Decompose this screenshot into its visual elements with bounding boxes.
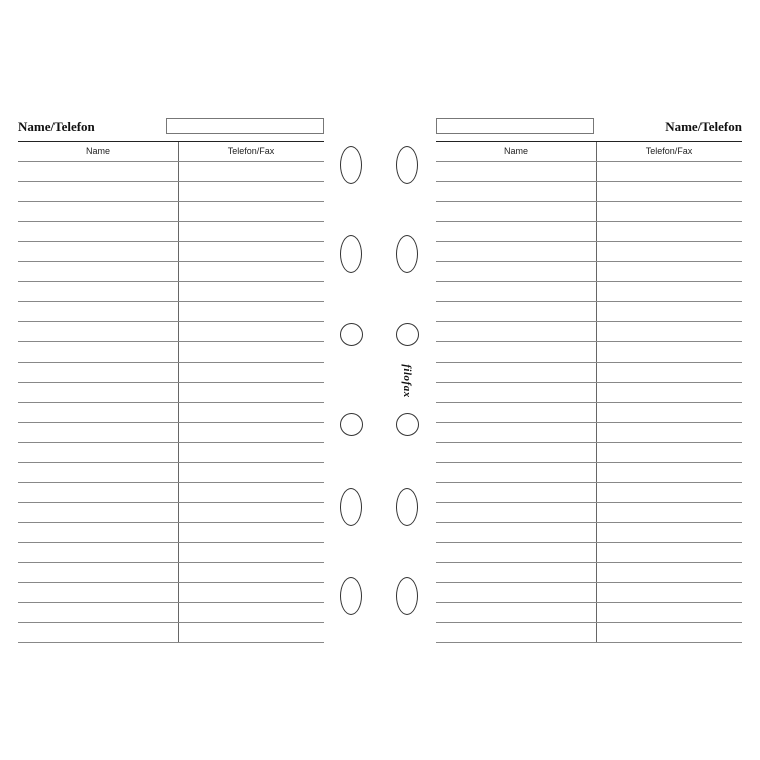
row-line xyxy=(18,301,324,302)
row-line xyxy=(18,522,324,523)
row-line xyxy=(436,542,742,543)
binder-hole xyxy=(340,235,362,273)
row-line xyxy=(18,582,324,583)
row-line xyxy=(436,281,742,282)
row-line xyxy=(18,362,324,363)
binder-hole xyxy=(396,235,418,273)
binder-hole xyxy=(340,577,362,615)
contact-table xyxy=(18,141,324,643)
row-line xyxy=(436,602,742,603)
row-line xyxy=(18,462,324,463)
row-line xyxy=(436,362,742,363)
binder-hole xyxy=(340,413,363,436)
row-line xyxy=(18,201,324,202)
row-line xyxy=(436,201,742,202)
column-header-name: Name xyxy=(85,146,110,156)
row-line xyxy=(436,301,742,302)
title-entry-box[interactable] xyxy=(166,118,324,134)
row-line xyxy=(436,522,742,523)
binder-hole xyxy=(396,323,419,346)
row-line xyxy=(436,642,742,643)
row-line xyxy=(436,422,742,423)
row-line xyxy=(436,321,742,322)
row-line xyxy=(18,241,324,242)
row-line xyxy=(436,582,742,583)
brand-logo: filofax xyxy=(401,364,413,398)
row-line xyxy=(18,542,324,543)
binder-hole xyxy=(396,413,419,436)
row-line xyxy=(18,221,324,222)
binder-hole xyxy=(396,488,418,526)
row-line xyxy=(436,482,742,483)
binder-hole xyxy=(340,323,363,346)
row-line xyxy=(436,462,742,463)
row-line xyxy=(18,642,324,643)
binder-hole xyxy=(340,488,362,526)
row-line xyxy=(436,181,742,182)
row-line xyxy=(18,161,324,162)
binder-hole xyxy=(396,577,418,615)
row-line xyxy=(18,502,324,503)
row-line xyxy=(436,221,742,222)
row-line xyxy=(436,241,742,242)
row-line xyxy=(436,261,742,262)
column-header-telefon-fax: Telefon/Fax xyxy=(645,146,693,156)
row-line xyxy=(436,402,742,403)
row-line xyxy=(18,181,324,182)
row-line xyxy=(436,341,742,342)
column-divider xyxy=(596,142,597,643)
row-line xyxy=(436,622,742,623)
row-line xyxy=(18,602,324,603)
row-line xyxy=(18,562,324,563)
row-line xyxy=(18,482,324,483)
row-line xyxy=(18,422,324,423)
contact-table xyxy=(436,141,742,643)
row-line xyxy=(436,382,742,383)
row-line xyxy=(18,261,324,262)
column-divider xyxy=(178,142,179,643)
row-line xyxy=(18,321,324,322)
row-line xyxy=(18,281,324,282)
row-line xyxy=(436,161,742,162)
row-line xyxy=(18,382,324,383)
row-line xyxy=(436,562,742,563)
row-line xyxy=(436,502,742,503)
column-header-telefon-fax: Telefon/Fax xyxy=(227,146,275,156)
row-line xyxy=(436,442,742,443)
row-line xyxy=(18,442,324,443)
row-line xyxy=(18,402,324,403)
page-title: Name/Telefon xyxy=(18,119,95,134)
row-line xyxy=(18,622,324,623)
page-title: Name/Telefon xyxy=(665,119,742,134)
row-line xyxy=(18,341,324,342)
title-entry-box[interactable] xyxy=(436,118,594,134)
binder-hole xyxy=(340,146,362,184)
column-header-name: Name xyxy=(503,146,528,156)
binder-hole xyxy=(396,146,418,184)
